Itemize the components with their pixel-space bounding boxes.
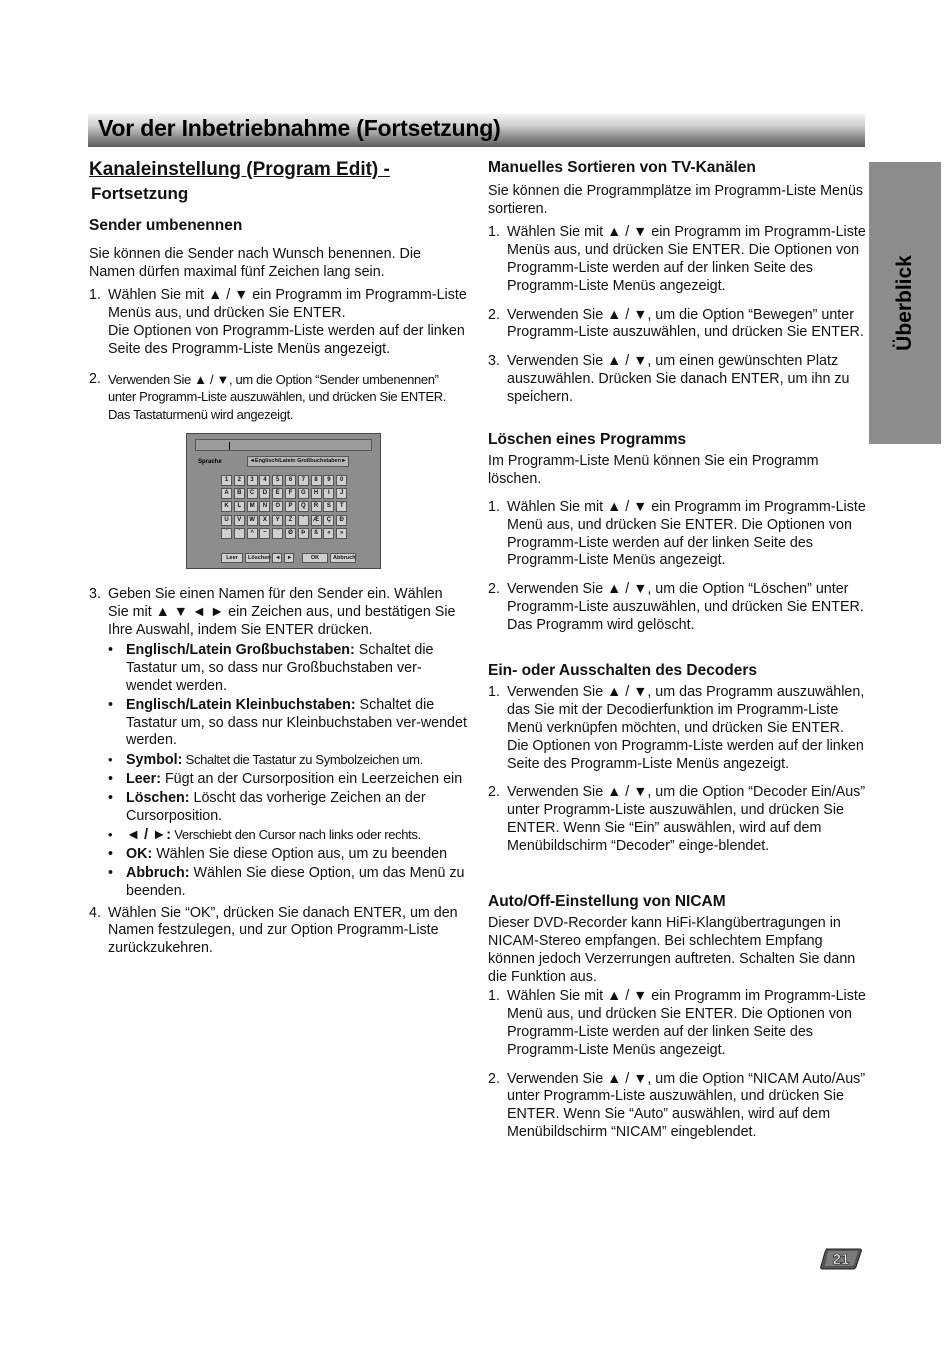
heading-sender-umbenennen: Sender umbenennen: [89, 217, 243, 234]
text-cursor: [229, 442, 230, 450]
bullet-dot: •: [108, 789, 114, 806]
keyboard-key: B: [234, 488, 245, 499]
keyboard-key: A: [221, 488, 232, 499]
option-bullet: [108, 751, 467, 770]
keyboard-button: ►: [284, 553, 294, 563]
language-selector: ◄Englisch/Latein Großbuchstaben►: [247, 456, 349, 467]
keyboard-key: U: [221, 515, 232, 526]
keyboard-buttons: [221, 553, 356, 563]
bullet-term: Englisch/Latein Großbuchstaben:: [126, 642, 355, 659]
keyboard-key: 0: [336, 475, 347, 486]
keyboard-key: L: [234, 501, 245, 512]
keyboard-key: Æ: [311, 515, 322, 526]
keyboard-key: 9: [323, 475, 334, 486]
keyboard-key: W: [247, 515, 258, 526]
keyboard-key: `: [298, 515, 309, 526]
keyboard-key: 3: [247, 475, 258, 486]
bullet-text: Schaltet die Tastatur zu Symbolzeichen um.: [182, 752, 423, 768]
keyboard-key: »: [336, 528, 347, 539]
keyboard-key: ß: [311, 528, 322, 539]
keyboard-key: 5: [272, 475, 283, 486]
keyboard-button: OK: [302, 553, 328, 563]
sort-step-1: 1. Wählen Sie mit ▲ / ▼ ein Programm im Programm-Liste Menüs aus, und drücken Sie ENTER. Die Optionen von Programm-Liste werden auf der linken Seite des Programm-Liste Menüs angezeigt.: [488, 224, 866, 294]
right-column: Manuelles Sortieren von TV-Kanälen Sie können die Programmplätze im Programm-Liste Menüs sortieren. 1. Wählen Sie mit ▲ / ▼ ein Programm im Programm-Liste Menüs aus, und drücken Sie ENTER. Die Optionen von Programm-Liste werden auf der linken Seite des Programm-Liste Menüs angezeigt. 2. Verwenden Sie ▲ / ▼, um die Option “Bewegen” unter Programm-Liste auszuwählen, und drücken Sie ENTER. 3. Verwenden Sie ▲ / ▼, um einen gewünschten Platz auszuwählen. Drücken Sie danach ENTER, um ihn zu speichern. Löschen eines Programms Im Programm-Liste Menü können Sie ein Programm löschen. 1. Wählen Sie mit ▲ / ▼ ein Programm im Programm-Liste Menü aus, und drücken Sie ENTER. Die Optionen von Programm-Liste werden auf der linken Seite des Programm-Liste Menüs angezeigt. 2. Verwenden Sie ▲ / ▼, um die Option “Löschen” unter Programm-Liste auszuwählen, und drücken Sie ENTER. Das Programm wird gelöscht. Ein- oder Ausschalten des Decoders 1. Verwenden Sie ▲ / ▼, um das Programm auszuwählen, das Sie mit der Decodierfunktion im Programm-Liste Menü verknüpfen möchten, und drücken Sie ENTER. Die Optionen von Programm-Liste werden auf der linken Seite des Programm-Liste Menüs angezeigt. 2. Verwenden Sie ▲ / ▼, um die Option “Decoder Ein/Aus” unter Programm-Liste auszuwählen, und drücken Sie ENTER. Wenn Sie “Ein” auswählen, wird auf dem Menübildschirm “Decoder” einge-blendet. Auto/Off-Einstellung von NICAM Dieser DVD-Recorder kann HiFi-Klangübertragungen in NICAM-Stereo empfangen. Bei schlechtem Empfang können jedoch Verzerrungen auftreten. Schalten Sie dann die Funktion aus. 1. Wählen Sie mit ▲ / ▼ ein Programm im Programm-Liste Menü aus, und drücken Sie ENTER. Die Optionen von Programm-Liste werden auf der linken Seite des Programm-Liste Menüs angezeigt. 2. Verwenden Sie ▲ / ▼, um die Option “NICAM Auto/Aus” unter Programm-Liste auszuwählen, und drücken Sie ENTER. Wenn Sie “Auto” auswählen, wird auf dem Menübildschirm “NICAM” eingeblendet.: [488, 159, 866, 1141]
keyboard-key: F: [285, 488, 296, 499]
bullet-dot: •: [108, 696, 114, 713]
keyboard-key: J: [336, 488, 347, 499]
keyboard-key: Ø: [285, 528, 296, 539]
language-label: Sprache: [198, 459, 222, 465]
bullet-text: Wählen Sie diese Option, um das Menü zu beenden.: [126, 864, 465, 899]
keyboard-key: 2: [234, 475, 245, 486]
keyboard-key: 8: [311, 475, 322, 486]
intro-text: Sie können die Sender nach Wunsch benennen. Die Namen dürfen maximal fünf Zeichen lang sein.: [89, 245, 421, 280]
sort-step-3: 3. Verwenden Sie ▲ / ▼, um einen gewünschten Platz auszuwählen. Drücken Sie danach ENTER, um ihn zu speichern.: [488, 353, 850, 405]
keyboard-key: R: [311, 501, 322, 512]
bullet-text: Wählen Sie diese Option aus, um zu beenden: [152, 846, 448, 863]
keyboard-key: Ç: [323, 515, 334, 526]
keyboard-grid: [221, 475, 347, 539]
heading-loeschen: Löschen eines Programms: [488, 430, 687, 448]
keyboard-key: O: [272, 501, 283, 512]
keyboard-key: 4: [259, 475, 270, 486]
section-subtitle: Fortsetzung: [91, 184, 189, 203]
keyboard-key: Y: [272, 515, 283, 526]
keyboard-key: X: [259, 515, 270, 526]
option-bullet: [108, 865, 467, 901]
bullet-text: Löscht das vorherige Zeichen an der Cursorposition.: [126, 789, 426, 824]
keyboard-key: G: [298, 488, 309, 499]
keyboard-key: `: [221, 528, 232, 539]
keyboard-key: Z: [285, 515, 296, 526]
keyboard-menu-screenshot: [186, 433, 381, 569]
keyboard-key: D: [259, 488, 270, 499]
heading-nicam: Auto/Off-Einstellung von NICAM: [488, 892, 726, 910]
keyboard-key: ´: [234, 528, 245, 539]
keyboard-key: I: [323, 488, 334, 499]
bullet-term: Englisch/Latein Kleinbuchstaben:: [126, 696, 356, 713]
option-bullet: [108, 697, 467, 750]
step-1: 1. Wählen Sie mit ▲ / ▼ ein Programm im Programm-Liste Menüs aus, und drücken Sie ENTER. Die Optionen von Programm-Liste werden auf der linken Seite des Programm-Liste Menüs angezeigt.: [89, 287, 467, 357]
keyboard-button: Löschen: [245, 553, 270, 563]
option-bullet: [108, 771, 467, 789]
bullet-dot: •: [108, 752, 113, 768]
bullet-text: Schaltet die Tastatur um, so dass nur Großbuchstaben ver-wendet werden.: [126, 642, 434, 694]
keyboard-key: 7: [298, 475, 309, 486]
keyboard-button: Abbruch: [330, 553, 356, 563]
option-bullet: [108, 826, 467, 845]
bullet-dot: •: [108, 827, 113, 843]
section-title: Kanaleinstellung (Program Edit) - Fortsetzung: [89, 158, 467, 206]
keyboard-key: S: [323, 501, 334, 512]
keyboard-button: ◄: [272, 553, 282, 563]
step-3: 3. Geben Sie einen Namen für den Sender ein. Wählen Sie mit ▲ ▼ ◄ ► ein Zeichen aus, und bestätigen Sie Ihre Auswahl, indem Sie ENTER drücken.: [89, 585, 456, 638]
page-number: 21: [832, 1251, 850, 1268]
option-bullet: [108, 642, 467, 695]
delete-step-2: 2. Verwenden Sie ▲ / ▼, um die Option “Löschen” unter Programm-Liste auszuwählen, und drücken Sie ENTER. Das Programm wird gelöscht.: [488, 581, 864, 633]
keyboard-key: M: [247, 501, 258, 512]
keyboard-key: C: [247, 488, 258, 499]
bullet-term: Symbol:: [126, 752, 183, 769]
decoder-step-2: 2. Verwenden Sie ▲ / ▼, um die Option “Decoder Ein/Aus” unter Programm-Liste auszuwählen, und drücken Sie ENTER. Wenn Sie “Ein” auswählen, wird auf dem Menübildschirm “Decoder” einge-blendet.: [488, 784, 866, 854]
bullet-term: Abbruch:: [126, 864, 190, 881]
step-2: 2. Verwenden Sie ▲ / ▼, um die Option “Sender umbenennen” unter Programm-Liste auszuwählen, und drücken Sie ENTER. Das Tastaturmenü wird angezeigt.: [89, 370, 447, 423]
keyboard-key: ¨: [272, 528, 283, 539]
keyboard-key: Þ: [298, 528, 309, 539]
keyboard-key: P: [285, 501, 296, 512]
section-banner: [88, 114, 865, 147]
bullet-term: Löschen:: [126, 789, 190, 806]
bullet-text: Fügt an der Cursorposition ein Leerzeichen ein: [160, 770, 463, 787]
keyboard-key: 1: [221, 475, 232, 486]
keyboard-key: T: [336, 501, 347, 512]
bullet-dot: •: [108, 642, 114, 659]
bullet-dot: •: [108, 864, 114, 881]
side-tab: [869, 162, 941, 444]
bullet-dot: •: [108, 846, 114, 863]
delete-step-1: 1. Wählen Sie mit ▲ / ▼ ein Programm im Programm-Liste Menü aus, und drücken Sie ENTER. Die Optionen von Programm-Liste werden auf der linken Seite des Programm-Liste Menüs angezeigt.: [488, 498, 866, 569]
bullet-term: OK:: [126, 846, 153, 863]
bullet-text: Schaltet die Tastatur um, so dass nur Kleinbuchstaben ver-wendet werden.: [126, 696, 467, 749]
nicam-step-2: 2. Verwenden Sie ▲ / ▼, um die Option “NICAM Auto/Aus” unter Programm-Liste auszuwählen, und drücken Sie ENTER. Wenn Sie “Auto” auswählen, wird auf dem Menübildschirm “NICAM” eingeblendet.: [488, 1070, 866, 1141]
heading-decoder: Ein- oder Ausschalten des Decoders: [488, 661, 758, 679]
option-bullet: [108, 846, 467, 864]
keyboard-key: N: [259, 501, 270, 512]
keyboard-key: ~: [259, 528, 270, 539]
keyboard-key: V: [234, 515, 245, 526]
side-tab-label: Überblick: [893, 255, 916, 351]
bullet-term: Leer:: [126, 770, 161, 787]
bullet-dot: •: [108, 770, 114, 787]
step-4: 4. Wählen Sie “OK”, drücken Sie danach ENTER, um den Namen festzulegen, und zur Option Programm-Liste zurückzukehren.: [89, 904, 458, 957]
sort-step-2: 2. Verwenden Sie ▲ / ▼, um die Option “Bewegen” unter Programm-Liste auszuwählen, und drücken Sie ENTER.: [488, 306, 864, 341]
decoder-step-1: 1. Verwenden Sie ▲ / ▼, um das Programm auszuwählen, das Sie mit der Decodierfunktion im Programm-Liste Menü verknüpfen möchten, und drücken Sie ENTER. Die Optionen von Programm-Liste werden auf der linken Seite des Programm-Liste Menüs angezeigt.: [488, 684, 865, 772]
keyboard-key: E: [272, 488, 283, 499]
banner-title: Vor der Inbetriebnahme (Fortsetzung): [98, 115, 501, 141]
nicam-step-1: 1. Wählen Sie mit ▲ / ▼ ein Programm im Programm-Liste Menü aus, und drücken Sie ENTER. Die Optionen von Programm-Liste werden auf der linken Seite des Programm-Liste Menüs angezeigt.: [488, 988, 866, 1058]
option-bullet-list: [89, 642, 467, 900]
keyboard-button: Leer: [221, 553, 243, 563]
keyboard-key: 6: [285, 475, 296, 486]
keyboard-key: Ð: [336, 515, 347, 526]
option-bullet: [108, 790, 467, 826]
keyboard-key: ^: [247, 528, 258, 539]
page-number-badge: [820, 1247, 862, 1270]
bullet-term: ◄ / ►:: [126, 827, 171, 844]
bullet-text: Verschiebt den Cursor nach links oder rechts.: [170, 827, 421, 843]
keyboard-key: Q: [298, 501, 309, 512]
keyboard-key: H: [311, 488, 322, 499]
keyboard-key: K: [221, 501, 232, 512]
heading-manuelles-sortieren: Manuelles Sortieren von TV-Kanälen: [488, 159, 756, 176]
name-input-field: [195, 439, 372, 451]
keyboard-key: «: [323, 528, 334, 539]
